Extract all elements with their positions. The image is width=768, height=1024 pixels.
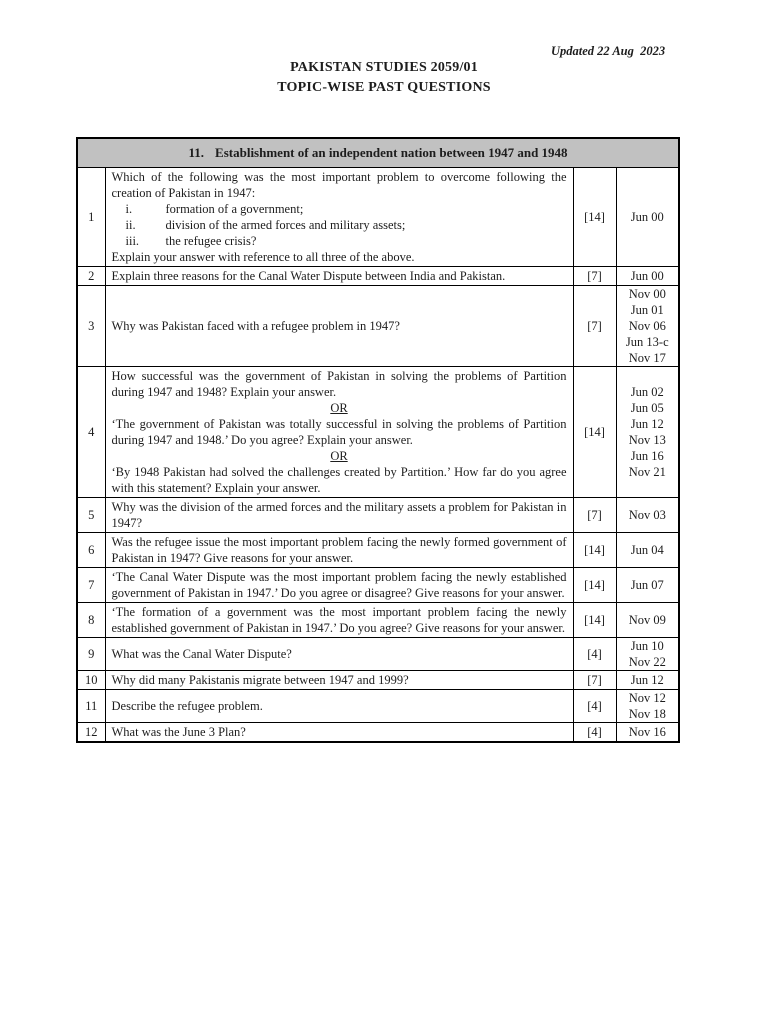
marks-cell: [7]: [573, 671, 616, 690]
marks-cell: [7]: [573, 498, 616, 533]
exam-session: Jun 07: [630, 578, 664, 592]
question-number: 12: [77, 723, 105, 743]
question-paragraph: Why did many Pakistanis migrate between 1947 and 1999?: [111, 673, 409, 687]
question-number: 10: [77, 671, 105, 690]
dates-cell: [616, 168, 679, 267]
question-paragraph: How successful was the government of Pakistan in solving the problems of Partition during 1947 and 1948? Explain your answer.: [111, 369, 567, 399]
question-number: 8: [77, 603, 105, 638]
exam-session: Jun 00: [630, 210, 664, 224]
marks-cell: [14]: [573, 168, 616, 267]
question-text-cell: [105, 367, 573, 498]
document-subtitle: TOPIC-WISE PAST QUESTIONS: [277, 80, 491, 95]
question-paragraph: Explain three reasons for the Canal Water Dispute between India and Pakistan.: [111, 269, 506, 283]
marks-cell: [7]: [573, 267, 616, 286]
list-item-text: formation of a government;: [165, 202, 304, 216]
question-number: 6: [77, 533, 105, 568]
exam-session: Nov 00: [628, 287, 666, 301]
marks-cell: [4]: [573, 638, 616, 671]
marks-cell: [7]: [573, 286, 616, 367]
question-paragraph: What was the June 3 Plan?: [111, 725, 246, 739]
dates-cell: [616, 638, 679, 671]
dates-cell: [616, 367, 679, 498]
question-text-cell: [105, 690, 573, 723]
exam-session: Nov 06: [628, 319, 666, 333]
exam-session: Jun 16: [630, 449, 664, 463]
exam-session: Jun 13-c: [625, 335, 669, 349]
dates-cell: [616, 568, 679, 603]
question-number: 5: [77, 498, 105, 533]
marks-cell: [14]: [573, 367, 616, 498]
question-paragraph: ‘The government of Pakistan was totally successful in solving the problems of Partition during 1947 and 1948.’ Do you agree? Explain your answer.: [111, 417, 567, 447]
marks-cell: [4]: [573, 690, 616, 723]
question-text-cell: [105, 603, 573, 638]
question-row: [77, 533, 679, 568]
question-row: [77, 603, 679, 638]
or-separator: [112, 400, 567, 416]
exam-session: Nov 16: [628, 725, 666, 739]
marks-cell: [14]: [573, 568, 616, 603]
question-paragraph: Why was Pakistan faced with a refugee problem in 1947?: [111, 319, 400, 333]
question-list-item: [112, 217, 567, 233]
question-paragraph: ‘The formation of a government was the most important problem facing the newly established government of Pakistan in 1947.’ Do you agree? Give reasons for your answer.: [111, 605, 567, 635]
dates-cell: [616, 533, 679, 568]
question-paragraph: Was the refugee issue the most important problem facing the newly formed government of Pakistan in 1947? Give reasons for your answer.: [111, 535, 567, 565]
question-number: 4: [77, 367, 105, 498]
marks-cell: [14]: [573, 603, 616, 638]
question-number: 3: [77, 286, 105, 367]
dates-cell: [616, 671, 679, 690]
question-text-cell: [105, 286, 573, 367]
question-row: [77, 286, 679, 367]
exam-session: Jun 12: [630, 673, 664, 687]
exam-session: Nov 13: [628, 433, 666, 447]
section-number: 11.: [188, 145, 205, 160]
exam-session: Jun 05: [630, 401, 664, 415]
section-title: Establishment of an independent nation between 1947 and 1948: [215, 145, 568, 160]
question-paragraph: Which of the following was the most important problem to overcome following the creation of Pakistan in 1947:: [111, 170, 567, 200]
document-title: PAKISTAN STUDIES 2059/01: [290, 60, 478, 75]
list-item-text: division of the armed forces and military assets;: [165, 218, 406, 232]
question-number: 2: [77, 267, 105, 286]
or-label: OR: [330, 449, 348, 463]
question-row: [77, 690, 679, 723]
exam-session: Nov 03: [628, 508, 666, 522]
dates-cell: [616, 267, 679, 286]
question-row: [77, 568, 679, 603]
dates-cell: [616, 498, 679, 533]
exam-session: Nov 09: [628, 613, 666, 627]
section-header: [77, 138, 679, 168]
question-number: 11: [77, 690, 105, 723]
question-row: [77, 267, 679, 286]
question-row: [77, 723, 679, 743]
exam-session: Nov 22: [628, 655, 666, 669]
question-text-cell: [105, 498, 573, 533]
question-text-cell: [105, 671, 573, 690]
exam-session: Nov 21: [628, 465, 666, 479]
question-paragraph: Explain your answer with reference to all three of the above.: [111, 250, 415, 264]
question-list-item: [112, 201, 567, 217]
list-marker: ii.: [125, 218, 136, 232]
question-text-cell: [105, 267, 573, 286]
exam-session: Jun 04: [630, 543, 664, 557]
question-row: [77, 498, 679, 533]
question-row: [77, 671, 679, 690]
question-paragraph: ‘By 1948 Pakistan had solved the challenges created by Partition.’ How far do you agree with this statement? Explain your answer.: [111, 465, 567, 495]
question-number: 1: [77, 168, 105, 267]
question-row: [77, 638, 679, 671]
exam-session: Jun 02: [630, 385, 664, 399]
dates-cell: [616, 690, 679, 723]
past-questions-table: [76, 137, 680, 743]
list-item-text: the refugee crisis?: [165, 234, 257, 248]
question-number: 9: [77, 638, 105, 671]
question-paragraph: What was the Canal Water Dispute?: [111, 647, 292, 661]
question-row: [77, 367, 679, 498]
question-text-cell: [105, 533, 573, 568]
marks-cell: [4]: [573, 723, 616, 743]
exam-session: Jun 12: [630, 417, 664, 431]
exam-session: Jun 00: [630, 269, 664, 283]
marks-cell: [14]: [573, 533, 616, 568]
exam-session: Nov 12: [628, 691, 666, 705]
or-separator: [112, 448, 567, 464]
list-marker: i.: [125, 202, 133, 216]
question-text-cell: [105, 638, 573, 671]
or-label: OR: [330, 401, 348, 415]
question-paragraph: ‘The Canal Water Dispute was the most important problem facing the newly established government of Pakistan in 1947.’ Do you agree or disagree? Give reasons for your answer.: [111, 570, 567, 600]
updated-date-label: Updated 22 Aug 2023: [551, 44, 666, 58]
exam-session: Nov 17: [628, 351, 666, 365]
exam-session: Jun 10: [630, 639, 664, 653]
question-number: 7: [77, 568, 105, 603]
section-header-row: [77, 138, 679, 168]
dates-cell: [616, 723, 679, 743]
question-text-cell: [105, 568, 573, 603]
question-paragraph: Why was the division of the armed forces and the military assets a problem for Pakistan in 1947?: [111, 500, 567, 530]
dates-cell: [616, 603, 679, 638]
question-row: [77, 168, 679, 267]
question-text-cell: [105, 168, 573, 267]
dates-cell: [616, 286, 679, 367]
exam-session: Nov 18: [628, 707, 666, 721]
question-paragraph: Describe the refugee problem.: [111, 699, 263, 713]
question-text-cell: [105, 723, 573, 743]
question-list-item: [112, 233, 567, 249]
exam-session: Jun 01: [630, 303, 664, 317]
table-body: [77, 168, 679, 743]
list-marker: iii.: [125, 234, 140, 248]
